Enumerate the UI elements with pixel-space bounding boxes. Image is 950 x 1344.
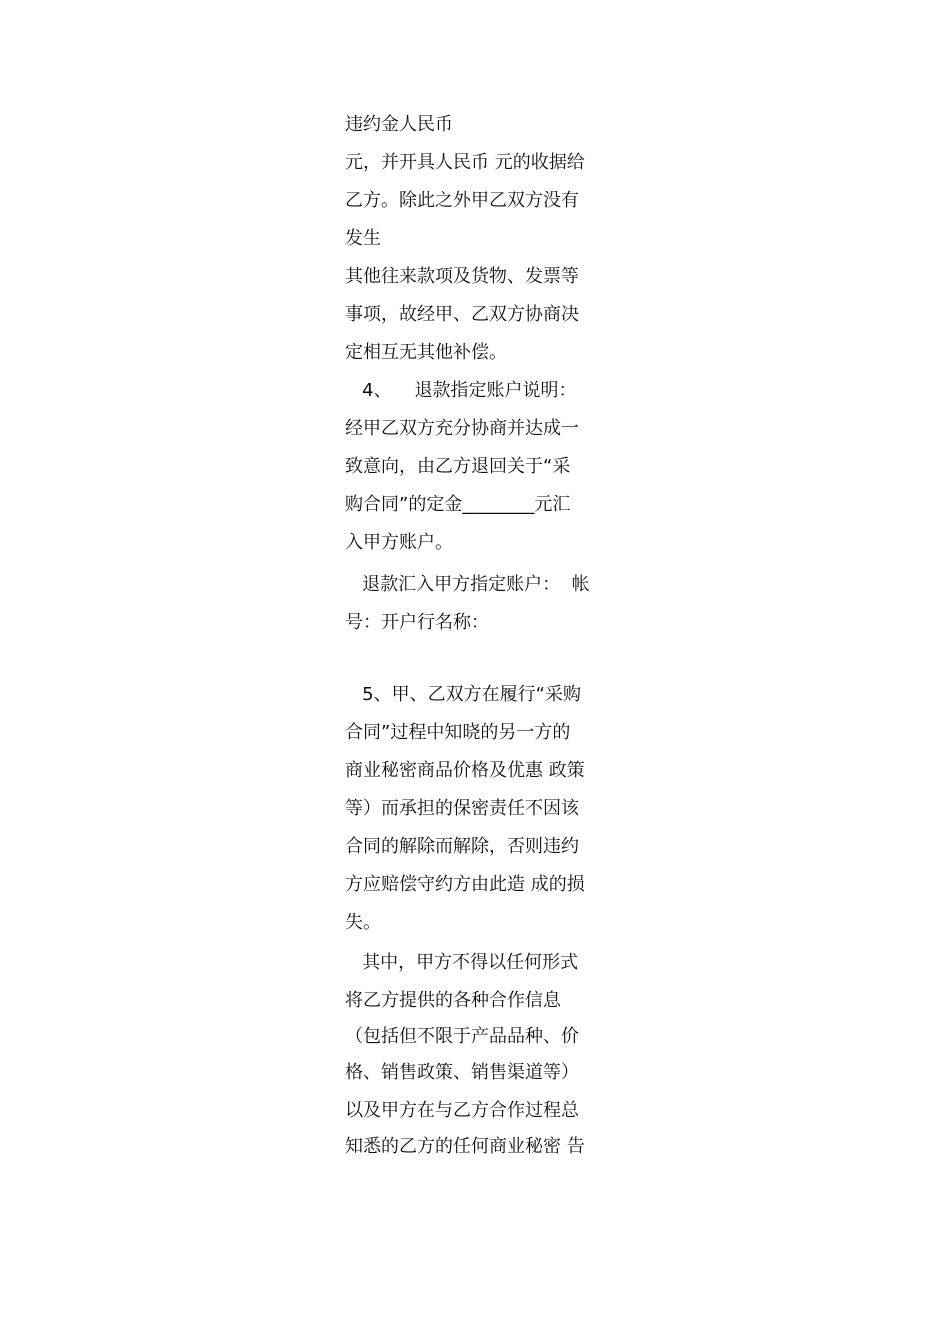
text-line: 合同”过程中知晓的另一方的	[345, 722, 571, 743]
text-line: 入甲方账户。	[345, 532, 453, 553]
text-line: 元，并开具人民币 元的收据给	[345, 152, 585, 173]
text-line: 合同的解除而解除，否则违约	[345, 836, 579, 857]
text-line: 格、销售政策、销售渠道等）	[345, 1062, 579, 1083]
text-line: 致意向，由乙方退回关于“采	[345, 456, 571, 477]
text-line: 定相互无其他补偿。	[345, 342, 507, 363]
text-line: 将乙方提供的各种合作信息	[345, 990, 561, 1011]
text-line: 商业秘密商品价格及优惠 政策	[345, 760, 585, 781]
text-line: 其他往来款项及货物、发票等	[345, 266, 579, 287]
text-line: 乙方。除此之外甲乙双方没有	[345, 190, 579, 211]
text-line: 其中，甲方不得以任何形式	[345, 952, 579, 973]
text-line: 退款汇入甲方指定账户： 帐	[345, 574, 590, 595]
text-line: 知悉的乙方的任何商业秘密 告	[345, 1136, 585, 1157]
text-line: 4、 退款指定账户说明：	[345, 380, 577, 401]
text-line: 经甲乙双方充分协商并达成一	[345, 418, 579, 439]
text-line: 等）而承担的保密责任不因该	[345, 798, 579, 819]
text-line: 5、甲、乙双方在履行“采购	[345, 684, 581, 705]
text-line: 发生	[345, 228, 381, 249]
text-line: 购合同”的定金________元汇	[345, 494, 571, 515]
text-line: 方应赔偿守约方由此造 成的损	[345, 874, 585, 895]
text-line: 事项，故经甲、乙双方协商决	[345, 304, 579, 325]
text-line: 以及甲方在与乙方合作过程总	[345, 1100, 579, 1121]
text-line: 号：开户行名称：	[345, 612, 489, 633]
text-line: （包括但不限于产品品种、价	[345, 1026, 579, 1047]
text-line: 违约金人民币	[345, 114, 453, 135]
text-line: 失。	[345, 912, 381, 933]
